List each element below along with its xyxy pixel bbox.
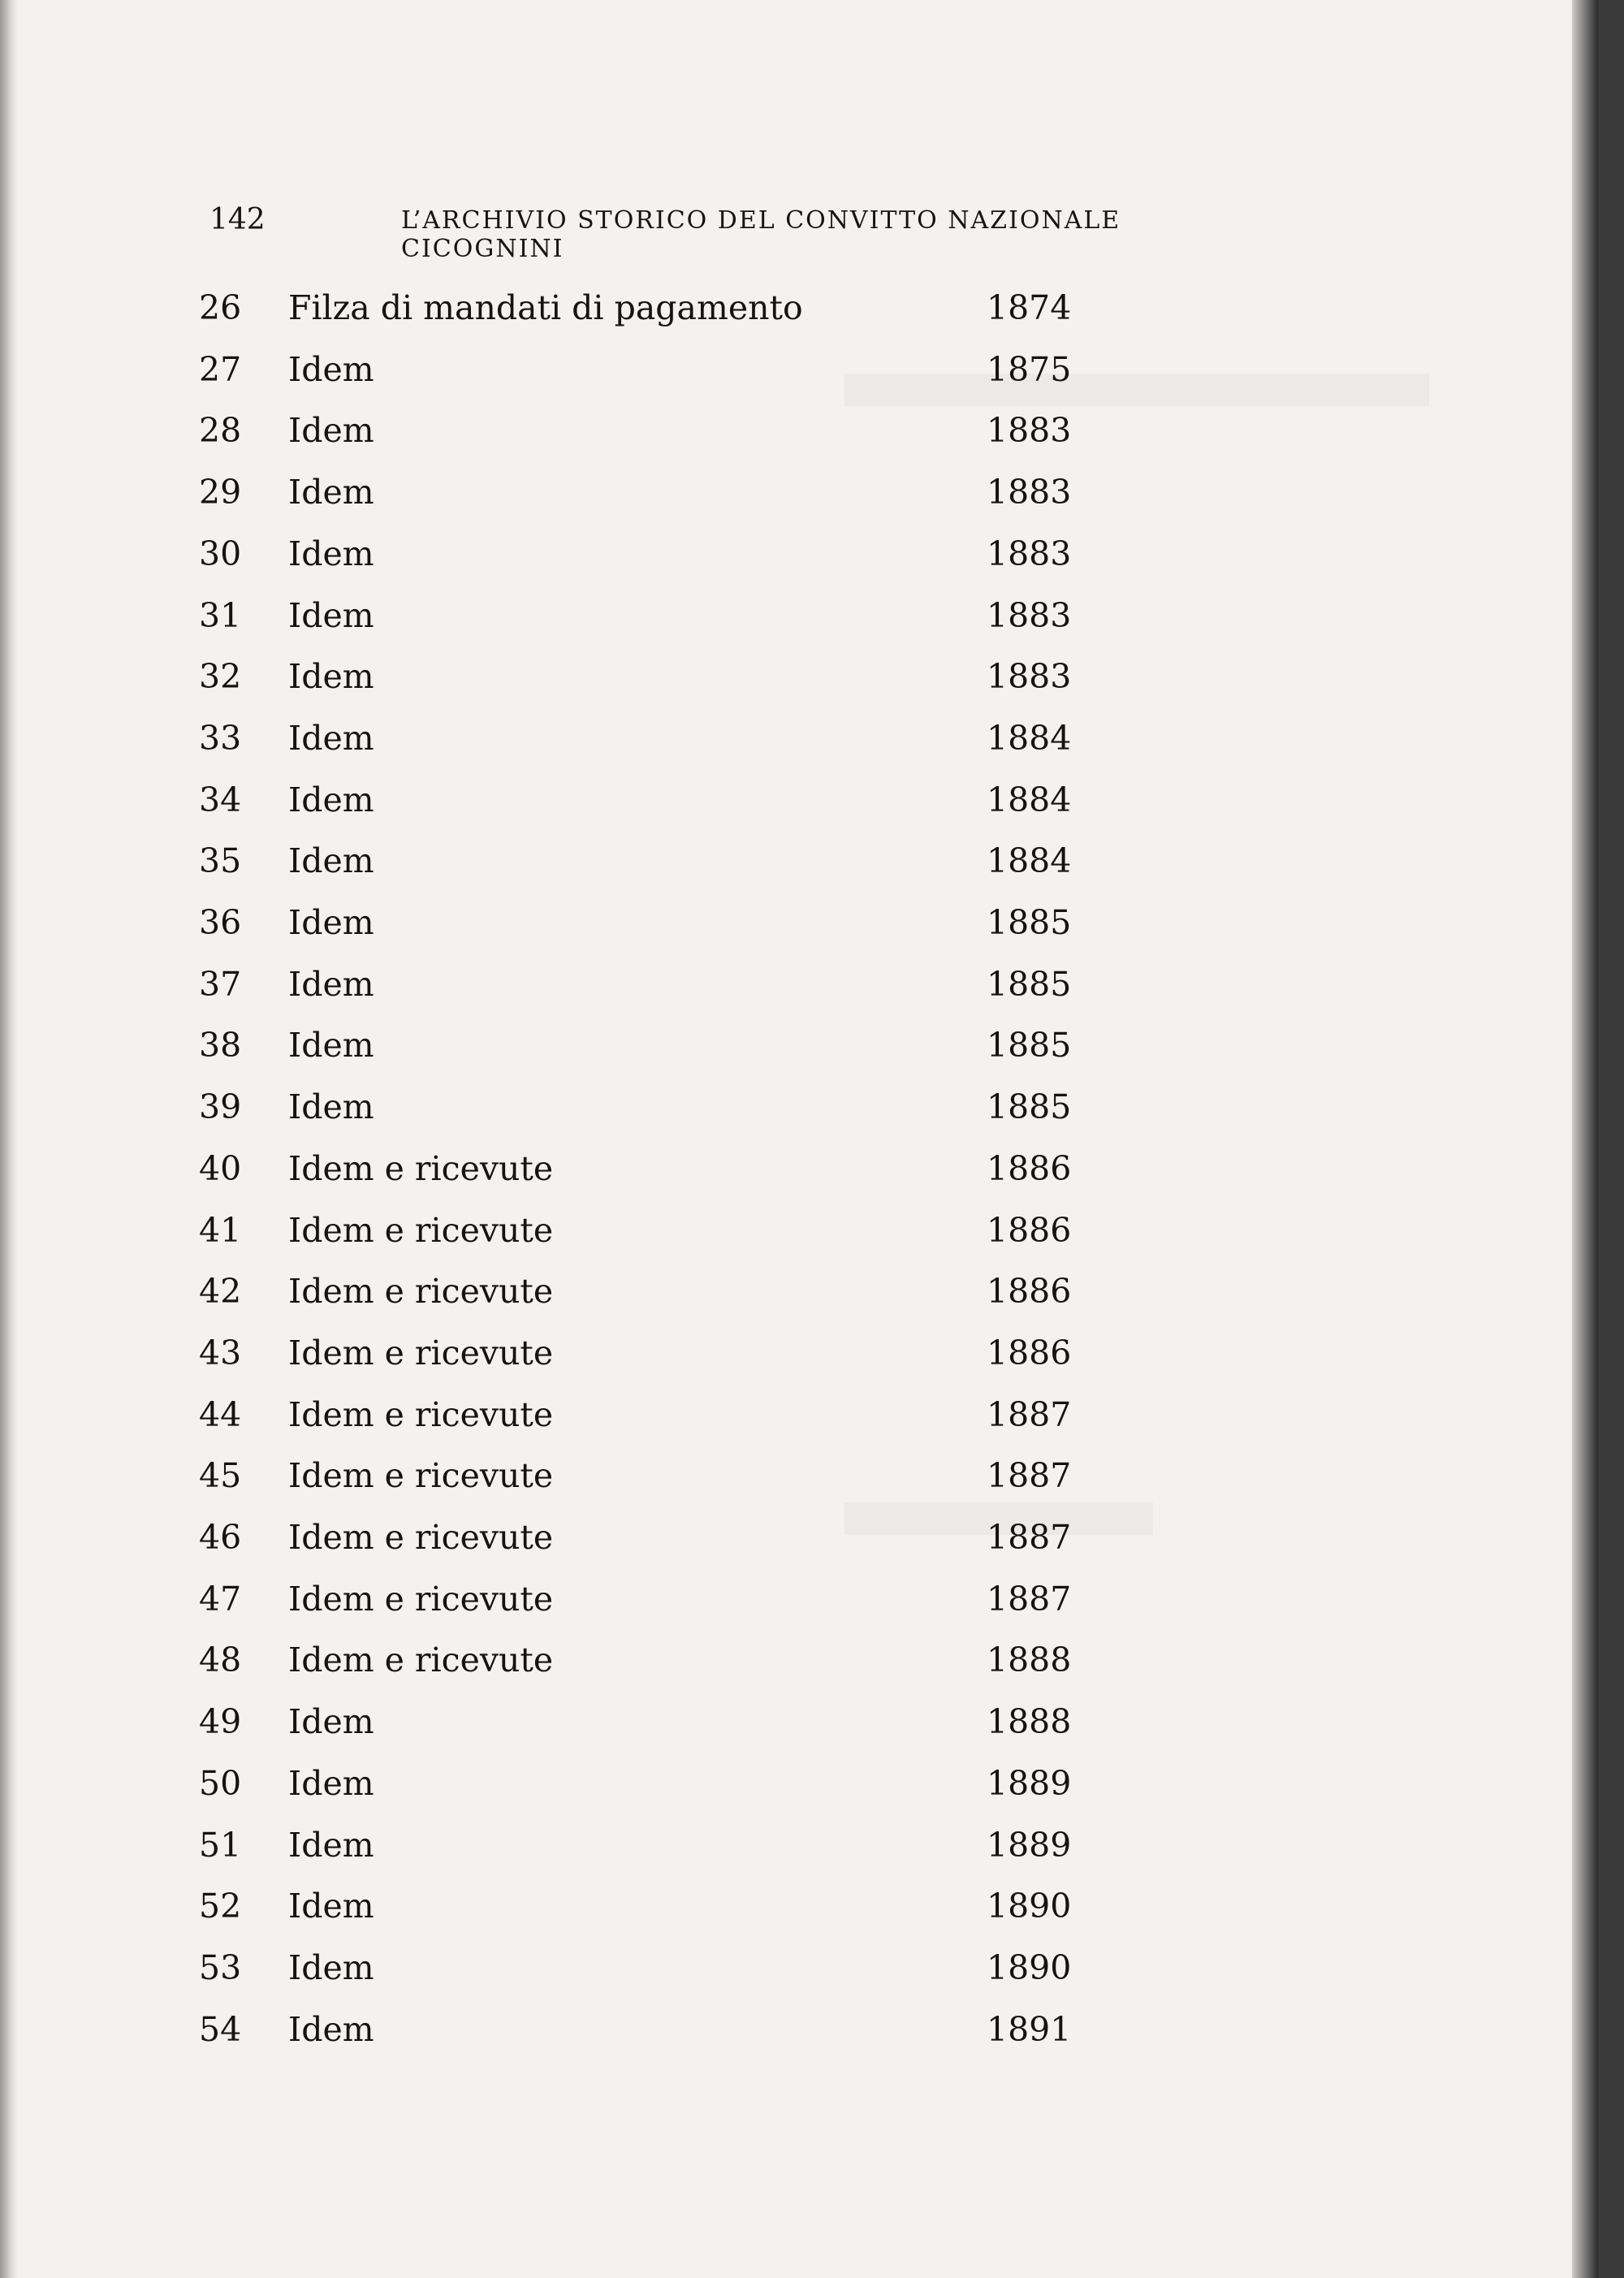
item-year: 1886 (987, 1210, 1072, 1250)
page-gutter (0, 0, 18, 2278)
item-number: 44 (199, 1394, 242, 1434)
item-year: 1890 (987, 1887, 1072, 1926)
item-description: Idem e ricevute (288, 1210, 554, 1250)
item-description: Idem (288, 657, 374, 697)
item-description: Idem (288, 534, 374, 573)
item-year: 1886 (987, 1272, 1072, 1312)
item-number: 29 (199, 473, 242, 512)
item-year: 1886 (987, 1333, 1072, 1372)
item-number: 43 (199, 1333, 242, 1372)
item-number: 54 (199, 2009, 242, 2049)
page-edge (1572, 0, 1598, 2278)
item-number: 39 (199, 1087, 242, 1127)
item-year: 1883 (987, 595, 1072, 635)
item-description: Idem (288, 964, 374, 1004)
item-year: 1884 (987, 780, 1072, 819)
item-year: 1874 (987, 288, 1072, 327)
item-description: Filza di mandati di pagamento (288, 288, 803, 327)
item-description: Idem (288, 1087, 374, 1127)
item-number: 41 (199, 1210, 242, 1250)
item-number: 28 (199, 411, 242, 451)
item-number: 37 (199, 964, 242, 1004)
item-number: 35 (199, 841, 242, 881)
bleed-through-shadow (844, 374, 1429, 406)
item-year: 1887 (987, 1394, 1072, 1434)
item-description: Idem (288, 349, 374, 389)
item-year: 1883 (987, 411, 1072, 451)
item-year: 1887 (987, 1456, 1072, 1496)
item-description: Idem (288, 473, 374, 512)
item-number: 30 (199, 534, 242, 573)
item-number: 34 (199, 780, 242, 819)
item-description: Idem (288, 1887, 374, 1926)
item-number: 32 (199, 657, 242, 697)
item-description: Idem e ricevute (288, 1333, 554, 1372)
item-number: 31 (199, 595, 242, 635)
item-description: Idem e ricevute (288, 1148, 554, 1188)
item-year: 1883 (987, 657, 1072, 697)
item-year: 1887 (987, 1518, 1072, 1557)
item-description: Idem (288, 903, 374, 942)
item-description: Idem (288, 780, 374, 819)
item-number: 46 (199, 1518, 242, 1557)
item-year: 1886 (987, 1148, 1072, 1188)
item-description: Idem e ricevute (288, 1579, 554, 1619)
item-description: Idem e ricevute (288, 1456, 554, 1496)
item-year: 1888 (987, 1640, 1072, 1680)
item-year: 1890 (987, 1947, 1072, 1987)
page-number: 142 (209, 203, 266, 236)
item-description: Idem (288, 1702, 374, 1742)
item-number: 47 (199, 1579, 242, 1619)
item-year: 1883 (987, 534, 1072, 573)
item-year: 1889 (987, 1763, 1072, 1803)
item-year: 1875 (987, 349, 1072, 389)
item-year: 1884 (987, 718, 1072, 758)
item-description: Idem e ricevute (288, 1640, 554, 1680)
item-description: Idem (288, 411, 374, 451)
item-description: Idem (288, 1825, 374, 1865)
running-title: L’ARCHIVIO STORICO DEL CONVITTO NAZIONALE CICOGNINI (401, 206, 1121, 263)
item-year: 1889 (987, 1825, 1072, 1865)
item-number: 50 (199, 1763, 242, 1803)
item-year: 1887 (987, 1579, 1072, 1619)
item-year: 1891 (987, 2009, 1072, 2049)
item-year: 1883 (987, 473, 1072, 512)
item-description: Idem (288, 1026, 374, 1066)
item-description: Idem (288, 718, 374, 758)
item-year: 1888 (987, 1702, 1072, 1742)
item-number: 49 (199, 1702, 242, 1742)
item-number: 42 (199, 1272, 242, 1312)
item-number: 27 (199, 349, 242, 389)
item-number: 40 (199, 1148, 242, 1188)
item-number: 52 (199, 1887, 242, 1926)
item-year: 1885 (987, 1026, 1072, 1066)
item-year: 1885 (987, 1087, 1072, 1127)
item-number: 36 (199, 903, 242, 942)
item-description: Idem (288, 1947, 374, 1987)
item-description: Idem e ricevute (288, 1518, 554, 1557)
item-description: Idem (288, 1763, 374, 1803)
item-number: 53 (199, 1947, 242, 1987)
item-description: Idem (288, 841, 374, 881)
item-number: 51 (199, 1825, 242, 1865)
item-description: Idem (288, 595, 374, 635)
item-number: 48 (199, 1640, 242, 1680)
item-year: 1884 (987, 841, 1072, 881)
item-description: Idem e ricevute (288, 1394, 554, 1434)
item-description: Idem e ricevute (288, 1272, 554, 1312)
item-year: 1885 (987, 903, 1072, 942)
item-description: Idem (288, 2009, 374, 2049)
item-number: 26 (199, 288, 242, 327)
item-number: 33 (199, 718, 242, 758)
item-year: 1885 (987, 964, 1072, 1004)
item-number: 38 (199, 1026, 242, 1066)
item-number: 45 (199, 1456, 242, 1496)
